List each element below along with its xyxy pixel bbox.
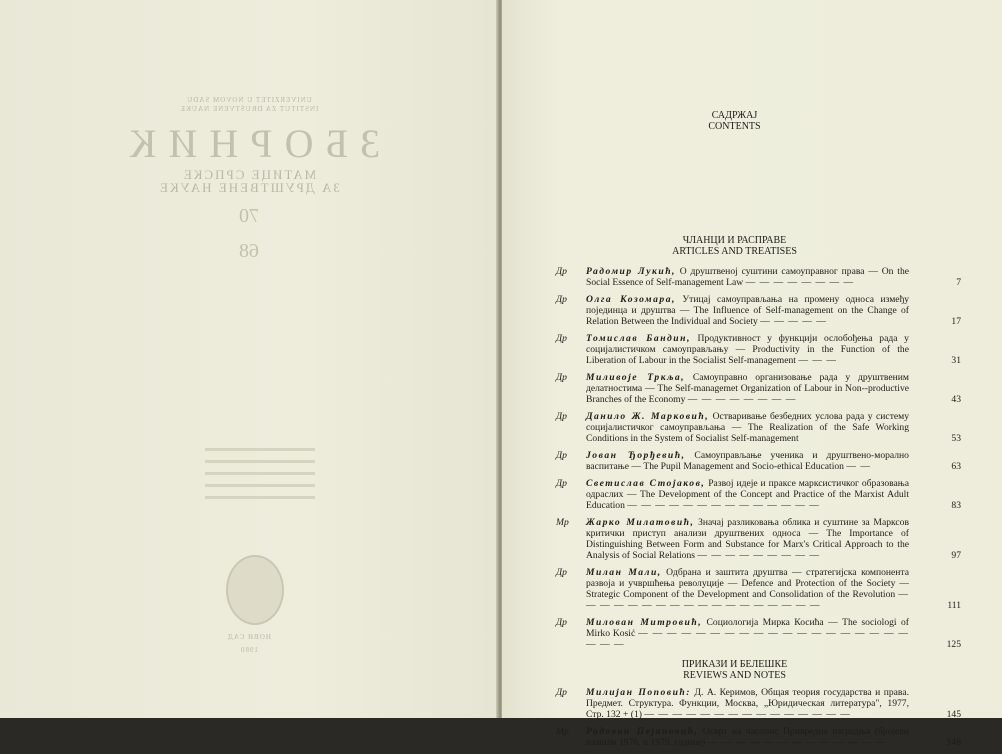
leader-dashes: — — [846, 461, 871, 472]
author-title: Др [556, 567, 567, 578]
ghost-year: 1980 [240, 646, 258, 654]
author-title: Мр [556, 517, 569, 528]
reviews-title-en: REVIEWS AND NOTES [683, 670, 786, 681]
toc-entry [556, 517, 961, 561]
author-title: Др [556, 266, 567, 277]
entry-title: О друштвеној суштини самоуправног права — On the Social Essence of Self-management Law [586, 266, 909, 288]
author-name: Милован Митровић, [586, 617, 703, 628]
author-title: Др [556, 411, 567, 422]
ghost-text-line [205, 460, 315, 463]
leader-dashes: — — — — — — — — — — — — — — — [644, 709, 851, 720]
page-number: 97 [951, 550, 961, 561]
page-number: 43 [951, 394, 961, 405]
leader-dashes: — — — — — — — — — — — — — — — — — — — — — — [586, 628, 909, 650]
author-name: Данило Ж. Марковић, [586, 411, 710, 422]
page-number: 83 [951, 500, 961, 511]
ghost-seal-emblem [226, 555, 284, 625]
page-number: 148 [946, 737, 961, 748]
entry-title: Продуктивност у функцији ослобођења рада у социјалистичком самоуправљању — Productivity in the Function of the Liberation of Labour in the Socialist Self-management [586, 333, 909, 366]
ghost-cover-subtitle-1: МАТИЦЕ СРПСКЕ [181, 167, 317, 182]
author-name: Милијан Поповић: [586, 687, 691, 698]
ghost-cover-subtitle-2: ЗА ДРУШТВЕНЕ НАУКЕ [158, 180, 340, 195]
author-title: Др [556, 687, 567, 698]
page-number: 145 [946, 709, 961, 720]
leader-dashes: — — — — — — — — — — — — — — [627, 500, 820, 511]
page-number: 53 [951, 433, 961, 444]
table-of-contents [556, 110, 961, 754]
entry-title: Самоуправљање ученика и друштвено-морално васпитање — The Pupil Management and Socio-ethical Education [586, 450, 909, 472]
author-name: Радомир Лукић, [586, 266, 676, 277]
toc-entry [556, 450, 961, 472]
toc-entry [556, 478, 961, 511]
ghost-cover-title: ЗБОРНИК [117, 121, 381, 166]
author-title: Др [556, 617, 567, 628]
entry-title: Одбрана и заштита друштва — стратегијска компонента развоја и учвршћења револуције — Defence and Protection of the Society — Strategic Component of the Development and Consolidation of the Revolution [586, 567, 909, 600]
toc-entry [556, 617, 961, 650]
section-title-en: ARTICLES AND TREATISES [672, 246, 797, 257]
toc-entry [556, 567, 961, 611]
entry-title: Д. А. Керимов, Общая теория государства и права. Предмет. Структура. Функции, Москва, „Юридическая литература", 1977, Стр. 132 + (1) [586, 687, 909, 720]
contents-heading-sr: САДРЖАЈ [711, 110, 758, 121]
reviews-title-sr: ПРИКАЗИ И БЕЛЕШКЕ [681, 659, 788, 670]
author-name: Милан Мали, [586, 567, 662, 578]
ghost-institute-line: INSTITUT ZA DRUŠTVENE NAUKE [179, 105, 319, 113]
author-title: Мр [556, 726, 569, 737]
author-name: Олга Козомара, [586, 294, 676, 305]
author-name: Јован Ђорђевић, [586, 450, 686, 461]
author-title: Др [556, 294, 567, 305]
contents-heading-en: CONTENTS [708, 121, 761, 132]
toc-entry [556, 411, 961, 444]
toc-entry [556, 726, 961, 748]
entry-title: Самоуправно организовање рада у друштвеним делатностима — The Self-managemet Organization of Labour in Non--productive Branches of the Economy [586, 372, 909, 405]
left-page [0, 0, 498, 718]
entry-title: Утицај самоуправљања на промену односа између појединца и друштва — The Influence of Self-management on the Change of Relation Between the Individual and Society [586, 294, 909, 327]
author-title: Др [556, 478, 567, 489]
ghost-text-line [205, 496, 315, 499]
author-name: Радован Пејановић, [586, 726, 699, 737]
leader-dashes: — — — [798, 355, 837, 366]
author-name: Миливоје Тркља, [586, 372, 686, 383]
page-number: 111 [947, 600, 961, 611]
entry-title: Значај разликовања облика и суштине за Марксов критички приступ анализи друштвених односа — The Importance of Distinguishing Between Form and Substance for Marx's Critical Approach to the Analysis of Social Relations [586, 517, 910, 561]
author-title: Др [556, 333, 567, 344]
ghost-city: НОВИ САД [227, 633, 271, 641]
author-title: Др [556, 372, 567, 383]
toc-entry [556, 294, 961, 327]
page-number: 31 [951, 355, 961, 366]
leader-dashes: — — — — — — — — [687, 394, 797, 405]
ghost-issue-number-1: 70 [239, 205, 259, 227]
leader-dashes: — — — — — — — — — [697, 550, 820, 561]
page-number: 125 [946, 639, 961, 650]
toc-entry [556, 266, 961, 288]
ghost-issue-number-2: 68 [239, 240, 259, 262]
section-title-sr: ЧЛАНЦИ И РАСПРАВЕ [682, 235, 787, 246]
entry-title: Остваривање безбедних услова рада у систему социјалистичког самоуправљања — The Realization of the Safe Working Conditions in the System of Socialist Self-management [586, 411, 910, 444]
ghost-text-line [205, 484, 315, 487]
leader-dashes: — — — — — [760, 316, 827, 327]
author-name: Томислав Бандин, [586, 333, 691, 344]
ghost-university-line: UNIVERZITET U NOVOM SADU [186, 96, 312, 104]
toc-entry [556, 333, 961, 366]
entry-title: Развој идеје и праксе марксистичког образовања одраслих — The Development of the Concept and Practice of the Marxist Adult Education [586, 478, 909, 511]
page-number: 17 [951, 316, 961, 327]
toc-entry [556, 687, 961, 720]
entry-title: Социологија Мирка Косића — The sociologi of Mirko Kosić [586, 617, 909, 639]
leader-dashes: — — — — — — — — — — — — — [707, 737, 887, 748]
toc-entry [556, 372, 961, 405]
author-name: Светислав Стојаков, [586, 478, 706, 489]
author-name: Жарко Милатовић, [586, 517, 695, 528]
leader-dashes: — — — — — — — — — — — — — — — — — — [586, 589, 909, 611]
leader-dashes: — — — — — — — — [745, 277, 855, 288]
articles-list [556, 266, 961, 650]
author-title: Др [556, 450, 567, 461]
ghost-text-line [205, 448, 315, 451]
entry-title: Осврт на часопис Привредна изградња (бројеви изашли 1978. и 1979. године) [586, 726, 909, 748]
ghost-text-line [205, 472, 315, 475]
page-number: 63 [951, 461, 961, 472]
page-number: 7 [956, 277, 961, 288]
